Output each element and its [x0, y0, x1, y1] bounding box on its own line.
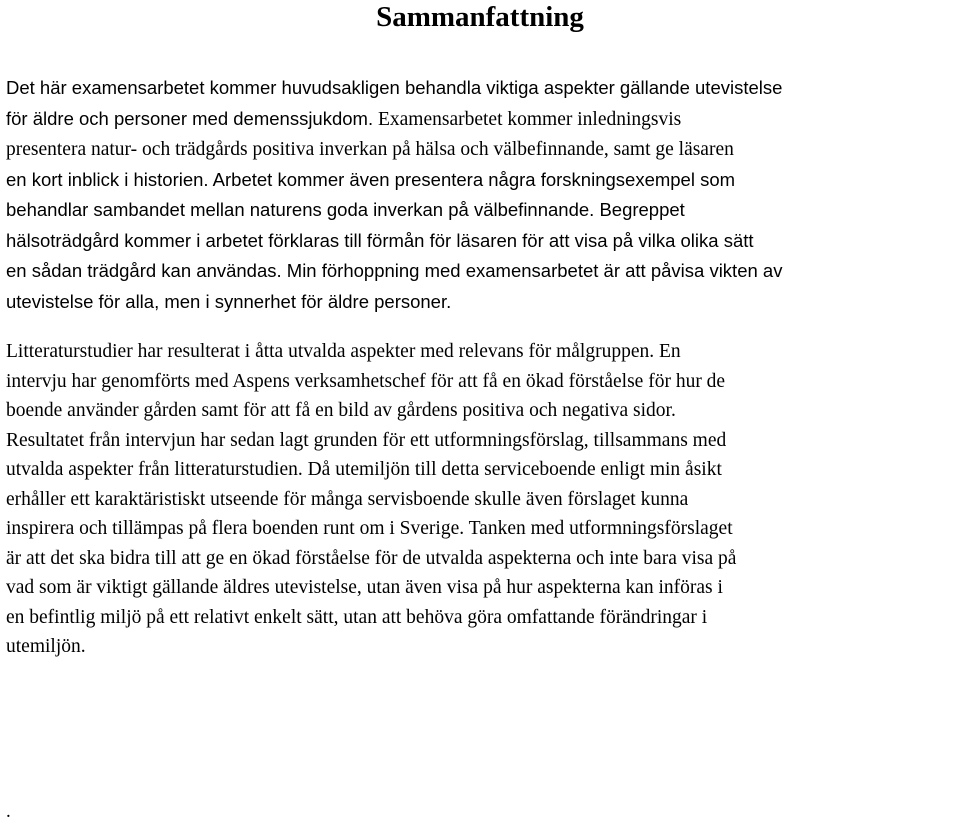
text-line: en sådan trädgård kan användas. Min förhoppning med examensarbetet är att påvisa vikten av: [6, 260, 783, 281]
text-line: behandlar sambandet mellan naturens goda inverkan på välbefinnande. Begreppet: [6, 199, 685, 220]
text-line: boende använder gården samt för att få en bild av gårdens positiva och negativa sidor.: [6, 400, 676, 421]
text-line: utemiljön.: [6, 636, 86, 657]
text-line: inspirera och tillämpas på flera boenden runt om i Sverige. Tanken med utformningsförslaget: [6, 518, 733, 539]
summary-paragraph-2: [6, 337, 958, 662]
text-line: för äldre och personer med demenssjukdom. Examensarbetet kommer inledningsvis: [6, 107, 682, 130]
text-line: en befintlig miljö på ett relativt enkelt sätt, utan att behöva göra omfattande förändringar i: [6, 606, 708, 628]
text-line: hälsoträdgård kommer i arbetet förklaras till förmån för läsaren för att visa på vilka olika sätt: [6, 229, 754, 251]
text-line: utvalda aspekter från litteraturstudien. Då utemiljön till detta serviceboende enligt min åsikt: [6, 459, 722, 480]
text-line: vad som är viktigt gällande äldres utevistelse, utan även visa på hur aspekterna kan införas i: [6, 577, 723, 598]
page-title: Sammanfattning: [376, 1, 584, 33]
text-line: utevistelse för alla, men i synnerhet för äldre personer.: [6, 290, 452, 312]
text-line: en kort inblick i historien. Arbetet kommer även presentera några forskningsexempel som: [6, 168, 736, 190]
text-line: Litteraturstudier har resulterat i åtta utvalda aspekter med relevans för målgruppen. En: [6, 341, 681, 362]
text-line: erhåller ett karaktäristiskt utseende för många servisboende skulle även förslaget kunna: [6, 488, 689, 510]
text-line: Resultatet från intervjun har sedan lagt grunden för ett utformningsförslag, tillsammans med: [6, 429, 727, 451]
text-line: intervju har genomförts med Aspens verksamhetschef för att få en ökad förståelse för hur de: [6, 370, 726, 392]
text-line: Det här examensarbetet kommer huvudsakligen behandla viktiga aspekter gällande utevistelse: [6, 77, 783, 98]
summary-paragraph-1: [6, 73, 958, 317]
text-line: presentera natur- och trädgårds positiva inverkan på hälsa och välbefinnande, samt ge läsaren: [6, 139, 734, 160]
trailing-period: .: [6, 801, 11, 822]
text-line: är att det ska bidra till att ge en ökad förståelse för de utvalda aspekterna och inte bara visa på: [6, 547, 737, 569]
